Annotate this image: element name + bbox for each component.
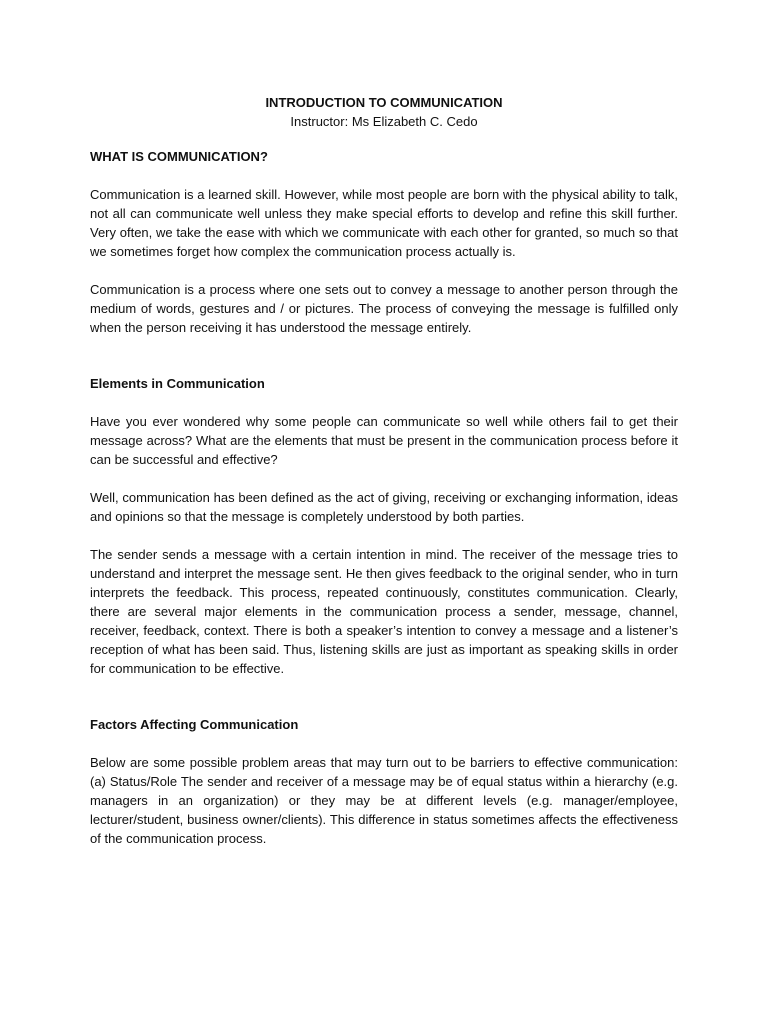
- title-block: [90, 93, 678, 131]
- paragraph: Well, communication has been defined as the act of giving, receiving or exchanging information, ideas and opinions so that the message is completely understood by both parties.: [90, 490, 678, 524]
- paragraph: Have you ever wondered why some people can communicate so well while others fail to get their message across? What are the elements that must be present in the communication process before it can be successful and effective?: [90, 414, 678, 467]
- document-page: [90, 93, 678, 848]
- section-heading-elements: Elements in Communication: [90, 376, 265, 391]
- section-heading-what-is-communication: WHAT IS COMMUNICATION?: [90, 149, 268, 164]
- paragraph: Communication is a learned skill. However, while most people are born with the physical ability to talk, not all can communicate well unless they make special efforts to develop and refine this skill further. Very often, we take the ease with which we communicate with each other for granted, so much so that we sometimes forget how complex the communication process actually is.: [90, 187, 678, 259]
- instructor-line: Instructor: Ms Elizabeth C. Cedo: [290, 114, 478, 129]
- section-heading-factors: Factors Affecting Communication: [90, 717, 299, 732]
- paragraph: Communication is a process where one sets out to convey a message to another person through the medium of words, gestures and / or pictures. The process of conveying the message is fulfilled only when the person receiving it has understood the message entirely.: [90, 282, 678, 335]
- paragraph: The sender sends a message with a certain intention in mind. The receiver of the message tries to understand and interpret the message sent. He then gives feedback to the original sender, who in turn interprets the feedback. This process, repeated continuously, constitutes communication. Clearly, there are several major elements in the communication process a sender, message, channel, receiver, feedback, context. There is both a speaker’s intention to convey a message and a listener’s reception of what has been said. Thus, listening skills are just as important as speaking skills in order for communication to be effective.: [90, 547, 678, 676]
- paragraph: Below are some possible problem areas that may turn out to be barriers to effective communication: (a) Status/Role The sender and receiver of a message may be of equal status within a hierarchy (e.g. managers in an organization) or they may be at different levels (e.g. manager/employee, lecturer/student, business owner/clients). This difference in status sometimes affects the effectiveness of the communication process.: [90, 755, 678, 846]
- document-title: INTRODUCTION TO COMMUNICATION: [265, 95, 503, 110]
